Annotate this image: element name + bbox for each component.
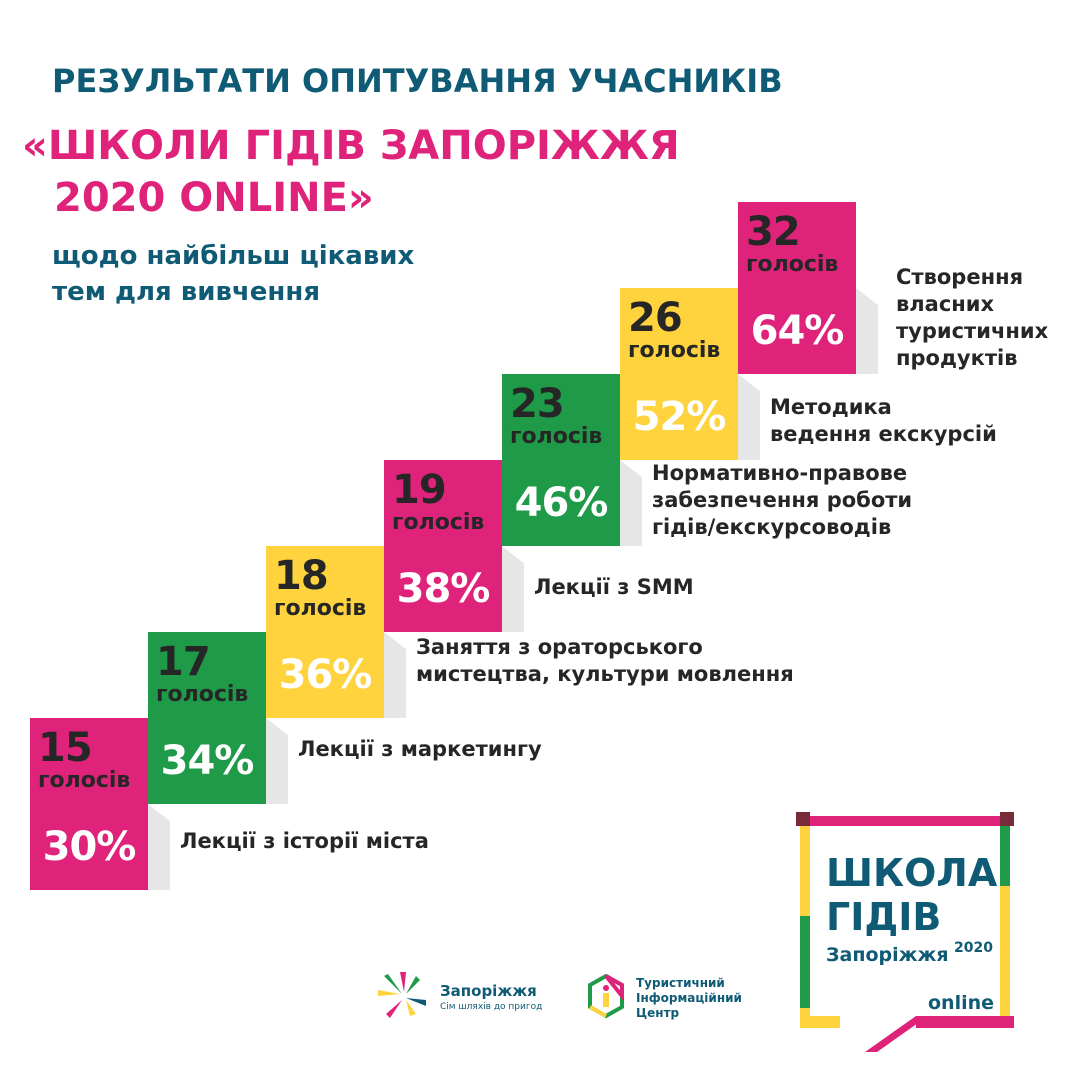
zaporizhzhia-star-icon <box>376 970 432 1020</box>
topic-line: Нормативно-правове <box>652 461 908 485</box>
school-title <box>22 120 680 224</box>
topic-line: власних <box>896 292 995 316</box>
tourist-info-center-logo <box>586 974 766 1026</box>
tic-line2: Інформаційний <box>636 991 742 1005</box>
topic-line: Методика <box>770 395 892 419</box>
topic-label <box>298 736 542 763</box>
step-shadow <box>856 288 878 374</box>
votes-box <box>148 632 266 718</box>
survey-subtitle <box>52 238 414 310</box>
zaporizhzhia-logo <box>376 970 576 1020</box>
logo-year: 2020 <box>954 940 993 956</box>
percent-value: 36% <box>278 652 372 698</box>
zaporizhzhia-name: Запоріжжя <box>440 982 537 1000</box>
tic-text <box>636 976 742 1021</box>
topic-label <box>896 264 1048 372</box>
votes-count: 32 <box>746 209 800 255</box>
school-title-line1: «ШКОЛИ ГІДІВ ЗАПОРІЖЖЯ <box>22 123 680 169</box>
topic-line: Лекції з SMM <box>534 575 694 599</box>
topic-label <box>652 460 912 541</box>
percent-box <box>502 460 620 546</box>
votes-box <box>266 546 384 632</box>
topic-label <box>534 574 694 601</box>
percent-value: 30% <box>42 824 136 870</box>
votes-label: голосів <box>156 682 249 707</box>
votes-label: голосів <box>274 596 367 621</box>
topic-line: продуктів <box>896 346 1018 370</box>
topic-line: Лекції з історії міста <box>180 829 429 853</box>
votes-count: 18 <box>274 553 328 599</box>
percent-box <box>30 804 148 890</box>
votes-label: голосів <box>628 338 721 363</box>
logo-online: online <box>928 992 995 1014</box>
votes-box <box>620 288 738 374</box>
topic-line: Заняття з ораторського <box>416 635 703 659</box>
step-shadow <box>620 460 642 546</box>
votes-label: голосів <box>38 768 131 793</box>
votes-count: 23 <box>510 381 564 427</box>
zaporizhzhia-slogan: Сім шляхів до пригод <box>440 1002 543 1012</box>
votes-count: 17 <box>156 639 210 685</box>
topic-line: Лекції з маркетингу <box>298 737 542 761</box>
topic-line: туристичних <box>896 319 1049 343</box>
topic-line: гідів/екскурсоводів <box>652 515 892 539</box>
percent-box <box>266 632 384 718</box>
percent-box <box>148 718 266 804</box>
percent-value: 64% <box>750 308 844 354</box>
step-shadow <box>266 718 288 804</box>
step-shadow <box>384 632 406 718</box>
survey-title: РЕЗУЛЬТАТИ ОПИТУВАННЯ УЧАСНИКІВ <box>52 62 783 100</box>
step-shadow <box>148 804 170 890</box>
percent-value: 46% <box>514 480 608 526</box>
logo-line2: ГІДІВ <box>826 895 942 939</box>
topic-line: ведення екскурсій <box>770 422 997 446</box>
votes-box <box>30 718 148 804</box>
votes-label: голосів <box>510 424 603 449</box>
subtitle-line2: тем для вивчення <box>52 277 321 307</box>
percent-value: 52% <box>632 394 726 440</box>
info-icon <box>586 974 626 1020</box>
percent-box <box>620 374 738 460</box>
school-logo <box>796 812 1018 1034</box>
votes-box <box>738 202 856 288</box>
tic-line1: Туристичний <box>636 976 725 990</box>
tic-line3: Центр <box>636 1006 680 1020</box>
topic-line: мистецтва, культури мовлення <box>416 662 794 686</box>
votes-count: 15 <box>38 725 92 771</box>
topic-label <box>770 394 997 448</box>
percent-box <box>384 546 502 632</box>
logo-line3: Запоріжжя <box>826 944 949 966</box>
votes-count: 26 <box>628 295 682 341</box>
step-shadow <box>738 374 760 460</box>
votes-count: 19 <box>392 467 446 513</box>
votes-label: голосів <box>392 510 485 535</box>
logo-line1: ШКОЛА <box>826 851 998 895</box>
step-shadow <box>502 546 524 632</box>
percent-value: 34% <box>160 738 254 784</box>
percent-value: 38% <box>396 566 490 612</box>
votes-label: голосів <box>746 252 839 277</box>
topic-line: Створення <box>896 265 1024 289</box>
votes-box <box>502 374 620 460</box>
topic-label <box>180 828 429 855</box>
subtitle-line1: щодо найбільш цікавих <box>52 241 415 271</box>
percent-box <box>738 288 856 374</box>
topic-line: забезпечення роботи <box>652 488 913 512</box>
votes-box <box>384 460 502 546</box>
topic-label <box>416 634 794 688</box>
school-title-line2: 2020 ONLINE» <box>54 175 374 221</box>
